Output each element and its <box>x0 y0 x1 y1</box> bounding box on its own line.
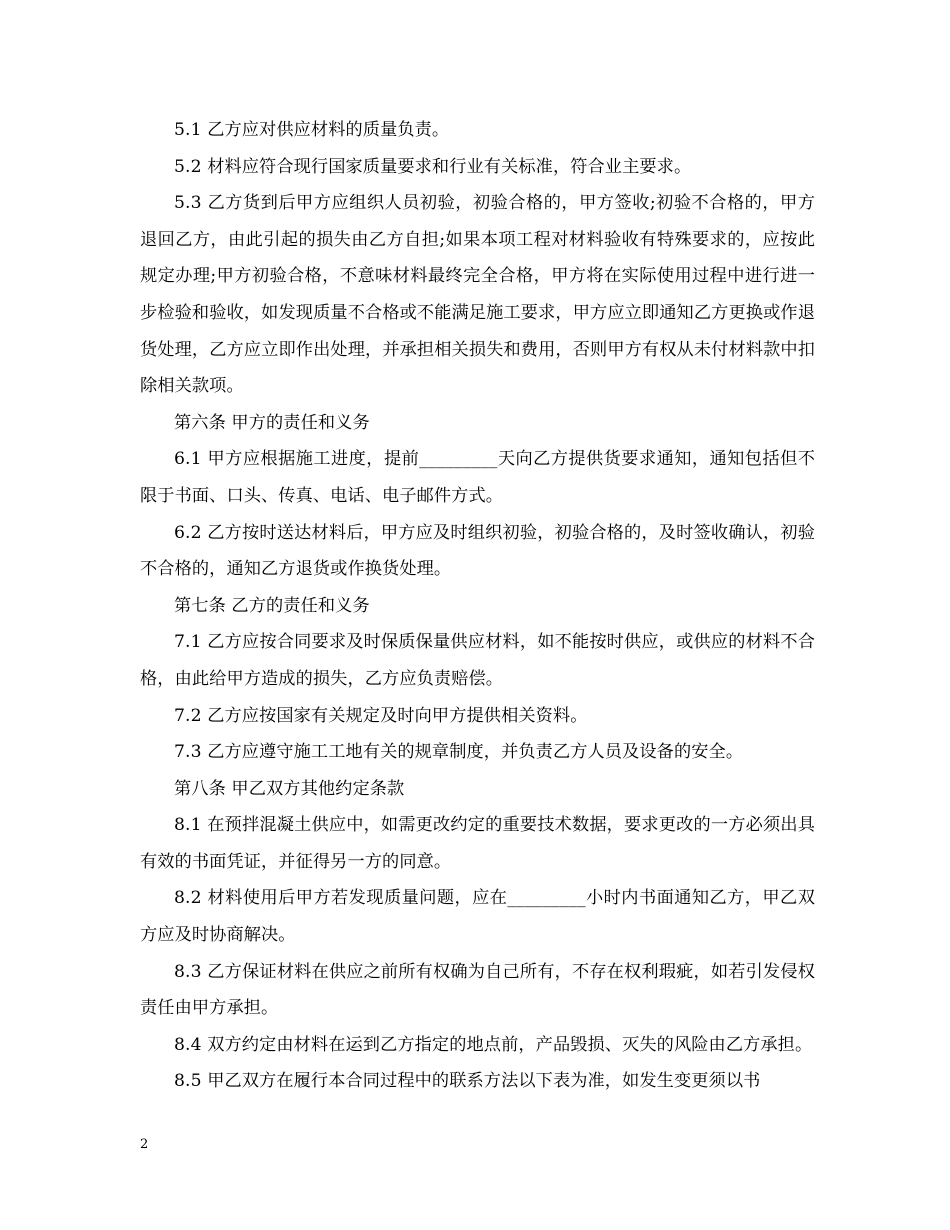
clause-6-1: 6.1 甲方应根据施工进度，提前_________天向乙方提供货要求通知，通知包括但不限于书面、口头、传真、电话、电子邮件方式。 <box>140 449 815 506</box>
page-number: 2 <box>140 1137 149 1152</box>
clause-8-3: 8.3 乙方保证材料在供应之前所有权确为自己所有，不存在权利瑕疵，如若引发侵权责任由甲方承担。 <box>140 961 815 1019</box>
clause-8-5: 8.5 甲乙双方在履行本合同过程中的联系方法以下表为准，如发生变更须以书 <box>174 1071 761 1092</box>
article-6-heading: 第六条 甲方的责任和义务 <box>174 412 370 433</box>
clause-5-1: 5.1 乙方应对供应材料的质量负责。 <box>174 120 450 140</box>
clause-7-3: 7.3 乙方应遵守施工工地有关的规章制度，并负责乙方人员及设备的安全。 <box>174 742 744 763</box>
clause-5-2: 5.2 材料应符合现行国家质量要求和行业有关标准，符合业主要求。 <box>174 156 692 177</box>
article-7-heading: 第七条 乙方的责任和义务 <box>174 595 370 616</box>
article-8-heading: 第八条 甲乙双方其他约定条款 <box>174 778 405 799</box>
clause-7-1: 7.1 乙方应按合同要求及时保质保量供应材料，如不能按时供应，或供应的材料不合格，由此给甲方造成的损失，乙方应负责赔偿。 <box>140 632 815 689</box>
clause-8-4: 8.4 双方约定由材料在运到乙方指定的地点前，产品毁损、灭失的风险由乙方承担。 <box>174 1034 813 1055</box>
clause-6-2: 6.2 乙方按时送达材料后，甲方应及时组织初验，初验合格的，及时签收确认，初验不合格的，通知乙方退货或作换货处理。 <box>140 522 815 580</box>
clause-5-3: 5.3 乙方货到后甲方应组织人员初验，初验合格的，甲方签收;初验不合格的，甲方退回乙方，由此引起的损失由乙方自担;如果本项工程对材料验收有特殊要求的，应按此规定办理;甲方初验合格，不意味材料最终完全合格，甲方将在实际使用过程中进行进一步检验和验收，如发现质量不合格或不能满足施工要求，甲方应立即通知乙方更换或作退货处理，乙方应立即作出处理，并承担相关损失和费用，否则甲方有权从未付材料款中扣除相关款项。 <box>140 193 815 397</box>
clause-7-2: 7.2 乙方应按国家有关规定及时向甲方提供相关资料。 <box>174 705 588 726</box>
document-body <box>140 112 815 1100</box>
clause-8-1: 8.1 在预拌混凝土供应中，如需更改约定的重要技术数据，要求更改的一方必须出具有效的书面凭证，并征得另一方的同意。 <box>140 815 815 872</box>
clause-8-2: 8.2 材料使用后甲方若发现质量问题，应在_________小时内书面通知乙方，甲乙双方应及时协商解决。 <box>140 888 815 946</box>
